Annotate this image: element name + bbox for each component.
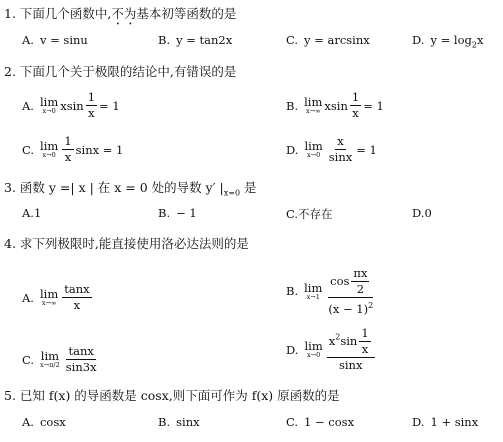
limit-operator: lim x→1 bbox=[304, 280, 323, 301]
expr-text: xsin bbox=[324, 98, 348, 113]
question-text: 基本初等函数的是 bbox=[136, 6, 237, 21]
emphasized-text: 不为 bbox=[111, 6, 137, 21]
question-number: 1. bbox=[4, 6, 16, 21]
option-label: D. bbox=[412, 33, 425, 47]
limit-operator: lim x→0 bbox=[304, 339, 323, 359]
option-2c[interactable] bbox=[22, 134, 123, 165]
question-2-stem bbox=[4, 62, 236, 80]
limit-operator: lim x→π/2 bbox=[40, 349, 60, 369]
option-5a[interactable] bbox=[22, 415, 66, 429]
option-label: A. bbox=[22, 33, 34, 47]
option-text: v = sinu bbox=[39, 33, 88, 47]
option-text: − 1 bbox=[176, 206, 197, 220]
option-label: C. bbox=[286, 415, 299, 429]
expr-text: = 1 bbox=[363, 98, 384, 113]
option-text: y = log bbox=[430, 33, 472, 47]
question-text: 已知 f(x) 的导函数是 cosx,则下面可作为 f(x) 原函数的是 bbox=[19, 388, 340, 403]
option-text: 1 + sinx bbox=[430, 415, 479, 429]
option-3d[interactable] bbox=[412, 206, 432, 220]
option-label: B. bbox=[158, 415, 171, 429]
option-label: D. bbox=[286, 342, 299, 357]
option-label: C. bbox=[286, 33, 299, 47]
fraction: $\frac{1}{x}$ bbox=[351, 90, 360, 120]
expr-text: sinx = 1 bbox=[75, 142, 124, 157]
option-text: y = arcsinx bbox=[304, 33, 370, 47]
option-3a[interactable] bbox=[22, 206, 41, 220]
option-text: 1 bbox=[33, 206, 42, 220]
option-label: C. bbox=[22, 142, 35, 157]
option-1a[interactable] bbox=[22, 33, 88, 47]
limit-operator: lim x→0 bbox=[39, 95, 59, 115]
option-label: C. bbox=[286, 207, 299, 221]
option-5d[interactable] bbox=[412, 415, 478, 429]
option-1d[interactable] bbox=[412, 33, 483, 49]
question-1-stem bbox=[4, 4, 236, 28]
option-1c[interactable] bbox=[286, 33, 370, 47]
option-label: B. bbox=[286, 284, 299, 299]
option-5b[interactable] bbox=[158, 415, 200, 429]
option-text-tail: x bbox=[476, 33, 484, 47]
fraction: $\frac{\tan x}{\sin 3x}$ bbox=[65, 344, 97, 374]
option-label: A. bbox=[22, 98, 34, 113]
question-number: 5. bbox=[4, 388, 16, 403]
question-text: 求下列极限时,能直接使用洛必达法则的是 bbox=[19, 236, 249, 251]
option-2b[interactable] bbox=[286, 90, 384, 121]
question-number: 2. bbox=[4, 64, 16, 79]
log-base: 2 bbox=[471, 40, 477, 50]
question-4-stem bbox=[4, 234, 249, 252]
question-number: 3. bbox=[4, 180, 16, 195]
expr-text: xsin bbox=[60, 98, 84, 113]
option-5c[interactable] bbox=[286, 415, 354, 429]
question-text: 下面几个关于极限的结论中,有错误的是 bbox=[19, 64, 237, 79]
option-label: D. bbox=[412, 206, 425, 220]
option-label: D. bbox=[412, 415, 425, 429]
inner-fraction: $\frac{1}{x}$ bbox=[361, 326, 369, 356]
fraction: cos $\frac{\pi x}{2}$ $(x - 1)^2$ bbox=[328, 266, 374, 316]
option-4a[interactable] bbox=[22, 282, 94, 313]
option-2d[interactable] bbox=[286, 134, 377, 165]
option-4c[interactable] bbox=[22, 344, 101, 375]
option-label: C. bbox=[22, 352, 35, 367]
question-5-stem bbox=[4, 386, 340, 404]
eval-subscript: x=0 bbox=[223, 188, 241, 198]
limit-operator: lim x→0 bbox=[304, 139, 323, 159]
fraction: $\frac{x}{\sin x}$ bbox=[328, 134, 353, 164]
limit-operator: lim x→∞ bbox=[304, 95, 323, 115]
option-label: B. bbox=[158, 206, 171, 220]
fraction: $\frac{1}{x}$ bbox=[64, 134, 72, 164]
option-4b[interactable] bbox=[286, 266, 377, 317]
limit-operator: lim x→0 bbox=[40, 139, 59, 159]
option-label: A. bbox=[22, 206, 34, 220]
option-text: 不存在 bbox=[298, 207, 333, 221]
inner-fraction: $\frac{\pi x}{2}$ bbox=[353, 266, 368, 296]
option-text: cosx bbox=[39, 415, 66, 429]
question-text: 函数 y =| x | 在 x = 0 处的导数 y′ | bbox=[19, 180, 224, 195]
limit-operator: lim x→∞ bbox=[39, 287, 59, 307]
option-label: B. bbox=[158, 33, 171, 47]
option-4d[interactable] bbox=[286, 326, 377, 373]
expr-text: = 1 bbox=[99, 98, 120, 113]
option-2a[interactable] bbox=[22, 90, 120, 121]
question-text: 下面几个函数中, bbox=[19, 6, 112, 21]
option-text: 1 − cosx bbox=[304, 415, 355, 429]
option-label: A. bbox=[22, 290, 34, 305]
fraction: $x^2\sin$ $\frac{1}{x}$ sinx bbox=[327, 326, 375, 373]
option-1b[interactable] bbox=[158, 33, 232, 47]
option-text: 0 bbox=[424, 206, 432, 220]
option-3c[interactable] bbox=[286, 206, 333, 222]
option-label: B. bbox=[286, 98, 299, 113]
option-label: A. bbox=[22, 415, 34, 429]
option-3b[interactable] bbox=[158, 206, 197, 220]
option-label: D. bbox=[286, 142, 299, 157]
question-number: 4. bbox=[4, 236, 16, 251]
option-text: y = tan2x bbox=[176, 33, 233, 47]
fraction: $\frac{1}{x}$ bbox=[87, 90, 96, 120]
question-text: 是 bbox=[244, 180, 257, 195]
expr-text: = 1 bbox=[356, 142, 377, 157]
question-3-stem bbox=[4, 178, 257, 198]
fraction: $\frac{\tan x}{x}$ bbox=[64, 282, 90, 312]
option-text: sinx bbox=[176, 415, 200, 429]
